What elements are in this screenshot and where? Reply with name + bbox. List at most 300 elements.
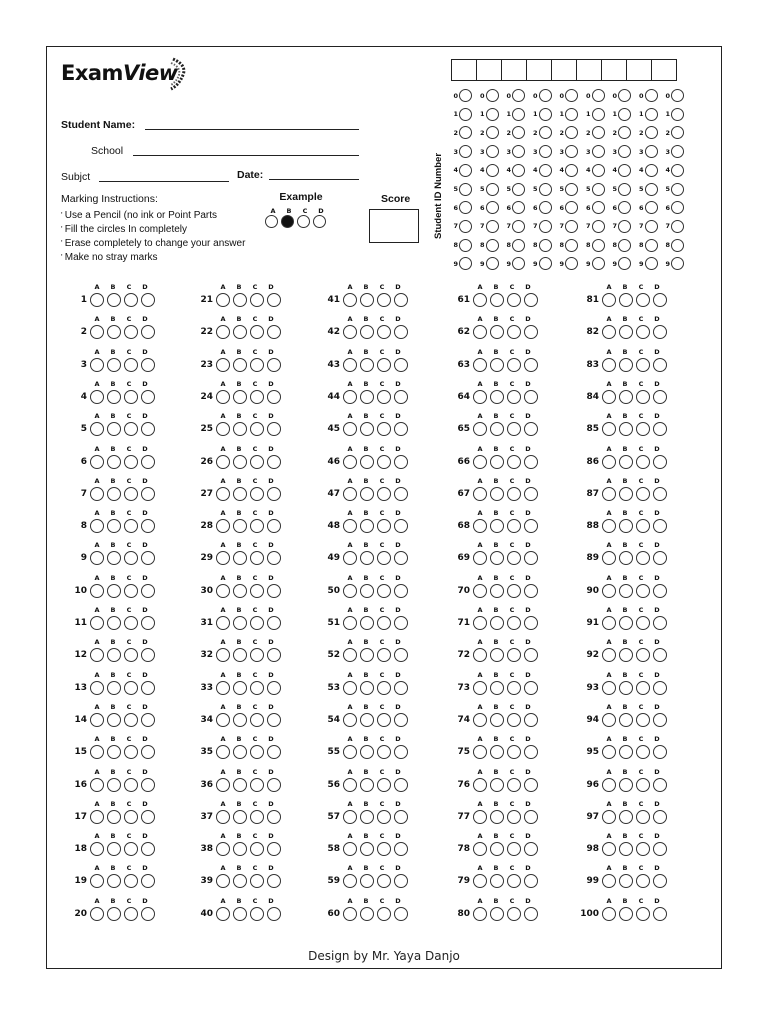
answer-bubble[interactable]	[602, 842, 616, 856]
answer-bubble[interactable]	[267, 907, 281, 921]
answer-bubble[interactable]	[250, 616, 264, 630]
answer-bubble[interactable]	[250, 584, 264, 598]
student-id-bubble[interactable]	[618, 126, 631, 139]
answer-bubble[interactable]	[602, 519, 616, 533]
answer-bubble[interactable]	[602, 584, 616, 598]
answer-bubble[interactable]	[473, 648, 487, 662]
student-id-bubble[interactable]	[592, 126, 605, 139]
answer-bubble[interactable]	[250, 455, 264, 469]
answer-bubble[interactable]	[394, 325, 408, 339]
student-id-bubble[interactable]	[512, 220, 525, 233]
student-id-bubble[interactable]	[671, 145, 684, 158]
answer-bubble[interactable]	[141, 358, 155, 372]
answer-bubble[interactable]	[619, 455, 633, 469]
answer-bubble[interactable]	[394, 390, 408, 404]
answer-bubble[interactable]	[233, 648, 247, 662]
answer-bubble[interactable]	[233, 422, 247, 436]
answer-bubble[interactable]	[90, 745, 104, 759]
answer-bubble[interactable]	[267, 778, 281, 792]
answer-bubble[interactable]	[343, 422, 357, 436]
answer-bubble[interactable]	[250, 325, 264, 339]
answer-bubble[interactable]	[524, 487, 538, 501]
answer-bubble[interactable]	[343, 842, 357, 856]
answer-bubble[interactable]	[141, 584, 155, 598]
answer-bubble[interactable]	[216, 907, 230, 921]
student-id-bubble[interactable]	[512, 257, 525, 270]
answer-bubble[interactable]	[233, 907, 247, 921]
student-id-bubble[interactable]	[671, 126, 684, 139]
answer-bubble[interactable]	[473, 616, 487, 630]
answer-bubble[interactable]	[343, 325, 357, 339]
answer-bubble[interactable]	[267, 519, 281, 533]
student-id-bubble[interactable]	[512, 239, 525, 252]
student-id-bubble[interactable]	[671, 183, 684, 196]
answer-bubble[interactable]	[653, 358, 667, 372]
answer-bubble[interactable]	[602, 745, 616, 759]
answer-bubble[interactable]	[267, 390, 281, 404]
student-id-bubble[interactable]	[645, 220, 658, 233]
answer-bubble[interactable]	[267, 551, 281, 565]
answer-bubble[interactable]	[636, 907, 650, 921]
answer-bubble[interactable]	[653, 810, 667, 824]
answer-bubble[interactable]	[473, 810, 487, 824]
answer-bubble[interactable]	[524, 551, 538, 565]
student-id-bubble[interactable]	[459, 201, 472, 214]
answer-bubble[interactable]	[377, 713, 391, 727]
student-id-bubble[interactable]	[459, 239, 472, 252]
answer-bubble[interactable]	[619, 519, 633, 533]
answer-bubble[interactable]	[124, 648, 138, 662]
answer-bubble[interactable]	[233, 455, 247, 469]
student-id-bubble[interactable]	[671, 257, 684, 270]
answer-bubble[interactable]	[107, 455, 121, 469]
answer-bubble[interactable]	[524, 842, 538, 856]
answer-bubble[interactable]	[524, 616, 538, 630]
answer-bubble[interactable]	[524, 907, 538, 921]
answer-bubble[interactable]	[233, 842, 247, 856]
subject-line[interactable]	[99, 181, 229, 182]
answer-bubble[interactable]	[394, 358, 408, 372]
answer-bubble[interactable]	[507, 422, 521, 436]
answer-bubble[interactable]	[250, 293, 264, 307]
answer-bubble[interactable]	[602, 325, 616, 339]
student-id-box[interactable]	[526, 59, 552, 81]
student-id-bubble[interactable]	[592, 108, 605, 121]
answer-bubble[interactable]	[141, 487, 155, 501]
answer-bubble[interactable]	[343, 358, 357, 372]
answer-bubble[interactable]	[343, 487, 357, 501]
answer-bubble[interactable]	[360, 648, 374, 662]
answer-bubble[interactable]	[377, 907, 391, 921]
answer-bubble[interactable]	[124, 551, 138, 565]
answer-bubble[interactable]	[507, 584, 521, 598]
student-id-bubble[interactable]	[486, 108, 499, 121]
answer-bubble[interactable]	[636, 293, 650, 307]
student-id-bubble[interactable]	[486, 164, 499, 177]
student-id-bubble[interactable]	[645, 201, 658, 214]
answer-bubble[interactable]	[473, 325, 487, 339]
answer-bubble[interactable]	[250, 810, 264, 824]
answer-bubble[interactable]	[216, 681, 230, 695]
student-id-bubble[interactable]	[565, 108, 578, 121]
student-id-box[interactable]	[451, 59, 477, 81]
answer-bubble[interactable]	[653, 487, 667, 501]
answer-bubble[interactable]	[507, 487, 521, 501]
answer-bubble[interactable]	[141, 842, 155, 856]
date-line[interactable]	[269, 179, 359, 180]
answer-bubble[interactable]	[90, 293, 104, 307]
answer-bubble[interactable]	[394, 551, 408, 565]
answer-bubble[interactable]	[524, 874, 538, 888]
answer-bubble[interactable]	[602, 874, 616, 888]
answer-bubble[interactable]	[490, 422, 504, 436]
answer-bubble[interactable]	[394, 648, 408, 662]
answer-bubble[interactable]	[343, 616, 357, 630]
answer-bubble[interactable]	[653, 842, 667, 856]
answer-bubble[interactable]	[250, 358, 264, 372]
answer-bubble[interactable]	[360, 810, 374, 824]
answer-bubble[interactable]	[636, 455, 650, 469]
answer-bubble[interactable]	[394, 584, 408, 598]
answer-bubble[interactable]	[473, 455, 487, 469]
answer-bubble[interactable]	[233, 874, 247, 888]
answer-bubble[interactable]	[90, 325, 104, 339]
answer-bubble[interactable]	[619, 358, 633, 372]
answer-bubble[interactable]	[507, 681, 521, 695]
answer-bubble[interactable]	[473, 907, 487, 921]
student-id-bubble[interactable]	[459, 108, 472, 121]
answer-bubble[interactable]	[653, 681, 667, 695]
answer-bubble[interactable]	[524, 810, 538, 824]
answer-bubble[interactable]	[250, 681, 264, 695]
answer-bubble[interactable]	[507, 293, 521, 307]
student-id-bubble[interactable]	[486, 201, 499, 214]
answer-bubble[interactable]	[602, 681, 616, 695]
answer-bubble[interactable]	[107, 422, 121, 436]
answer-bubble[interactable]	[107, 810, 121, 824]
answer-bubble[interactable]	[653, 325, 667, 339]
answer-bubble[interactable]	[619, 616, 633, 630]
answer-bubble[interactable]	[377, 745, 391, 759]
answer-bubble[interactable]	[377, 778, 391, 792]
answer-bubble[interactable]	[394, 874, 408, 888]
answer-bubble[interactable]	[216, 874, 230, 888]
answer-bubble[interactable]	[524, 681, 538, 695]
student-id-bubble[interactable]	[512, 183, 525, 196]
answer-bubble[interactable]	[619, 713, 633, 727]
answer-bubble[interactable]	[216, 390, 230, 404]
answer-bubble[interactable]	[602, 551, 616, 565]
answer-bubble[interactable]	[473, 745, 487, 759]
answer-bubble[interactable]	[141, 455, 155, 469]
answer-bubble[interactable]	[124, 810, 138, 824]
answer-bubble[interactable]	[107, 874, 121, 888]
student-id-bubble[interactable]	[671, 108, 684, 121]
student-id-bubble[interactable]	[671, 201, 684, 214]
answer-bubble[interactable]	[619, 842, 633, 856]
answer-bubble[interactable]	[216, 842, 230, 856]
student-id-bubble[interactable]	[618, 108, 631, 121]
answer-bubble[interactable]	[216, 422, 230, 436]
answer-bubble[interactable]	[343, 745, 357, 759]
answer-bubble[interactable]	[233, 325, 247, 339]
answer-bubble[interactable]	[636, 358, 650, 372]
answer-bubble[interactable]	[233, 390, 247, 404]
student-id-bubble[interactable]	[592, 220, 605, 233]
answer-bubble[interactable]	[473, 390, 487, 404]
answer-bubble[interactable]	[490, 648, 504, 662]
answer-bubble[interactable]	[141, 325, 155, 339]
answer-bubble[interactable]	[636, 842, 650, 856]
answer-bubble[interactable]	[653, 519, 667, 533]
answer-bubble[interactable]	[377, 487, 391, 501]
answer-bubble[interactable]	[141, 293, 155, 307]
answer-bubble[interactable]	[394, 681, 408, 695]
answer-bubble[interactable]	[619, 390, 633, 404]
answer-bubble[interactable]	[653, 648, 667, 662]
answer-bubble[interactable]	[507, 519, 521, 533]
student-id-bubble[interactable]	[671, 220, 684, 233]
answer-bubble[interactable]	[619, 487, 633, 501]
student-id-bubble[interactable]	[565, 201, 578, 214]
answer-bubble[interactable]	[216, 358, 230, 372]
answer-bubble[interactable]	[141, 390, 155, 404]
answer-bubble[interactable]	[233, 584, 247, 598]
answer-bubble[interactable]	[473, 681, 487, 695]
answer-bubble[interactable]	[377, 390, 391, 404]
answer-bubble[interactable]	[360, 584, 374, 598]
answer-bubble[interactable]	[107, 616, 121, 630]
student-id-bubble[interactable]	[512, 108, 525, 121]
answer-bubble[interactable]	[490, 455, 504, 469]
answer-bubble[interactable]	[107, 584, 121, 598]
answer-bubble[interactable]	[490, 293, 504, 307]
answer-bubble[interactable]	[360, 745, 374, 759]
answer-bubble[interactable]	[90, 616, 104, 630]
answer-bubble[interactable]	[343, 293, 357, 307]
answer-bubble[interactable]	[90, 907, 104, 921]
answer-bubble[interactable]	[124, 874, 138, 888]
student-id-bubble[interactable]	[645, 183, 658, 196]
answer-bubble[interactable]	[636, 551, 650, 565]
student-id-bubble[interactable]	[618, 183, 631, 196]
student-id-bubble[interactable]	[539, 220, 552, 233]
student-id-bubble[interactable]	[671, 239, 684, 252]
answer-bubble[interactable]	[602, 358, 616, 372]
answer-bubble[interactable]	[377, 648, 391, 662]
answer-bubble[interactable]	[490, 584, 504, 598]
answer-bubble[interactable]	[524, 648, 538, 662]
answer-bubble[interactable]	[124, 713, 138, 727]
answer-bubble[interactable]	[250, 713, 264, 727]
student-id-bubble[interactable]	[565, 239, 578, 252]
answer-bubble[interactable]	[141, 616, 155, 630]
answer-bubble[interactable]	[360, 713, 374, 727]
answer-bubble[interactable]	[216, 551, 230, 565]
answer-bubble[interactable]	[343, 778, 357, 792]
answer-bubble[interactable]	[141, 648, 155, 662]
answer-bubble[interactable]	[343, 551, 357, 565]
answer-bubble[interactable]	[636, 810, 650, 824]
student-id-bubble[interactable]	[512, 201, 525, 214]
answer-bubble[interactable]	[619, 648, 633, 662]
answer-bubble[interactable]	[360, 778, 374, 792]
answer-bubble[interactable]	[343, 713, 357, 727]
answer-bubble[interactable]	[250, 778, 264, 792]
answer-bubble[interactable]	[602, 778, 616, 792]
answer-bubble[interactable]	[360, 551, 374, 565]
answer-bubble[interactable]	[124, 778, 138, 792]
answer-bubble[interactable]	[619, 681, 633, 695]
answer-bubble[interactable]	[377, 874, 391, 888]
student-id-bubble[interactable]	[592, 257, 605, 270]
answer-bubble[interactable]	[267, 584, 281, 598]
student-id-bubble[interactable]	[486, 239, 499, 252]
answer-bubble[interactable]	[124, 422, 138, 436]
answer-bubble[interactable]	[233, 293, 247, 307]
answer-bubble[interactable]	[507, 390, 521, 404]
answer-bubble[interactable]	[250, 551, 264, 565]
answer-bubble[interactable]	[619, 325, 633, 339]
answer-bubble[interactable]	[216, 519, 230, 533]
student-id-bubble[interactable]	[565, 183, 578, 196]
answer-bubble[interactable]	[524, 390, 538, 404]
answer-bubble[interactable]	[377, 551, 391, 565]
answer-bubble[interactable]	[394, 293, 408, 307]
answer-bubble[interactable]	[394, 519, 408, 533]
answer-bubble[interactable]	[653, 907, 667, 921]
student-id-bubble[interactable]	[565, 220, 578, 233]
answer-bubble[interactable]	[394, 487, 408, 501]
answer-bubble[interactable]	[233, 358, 247, 372]
student-id-box[interactable]	[601, 59, 627, 81]
answer-bubble[interactable]	[507, 874, 521, 888]
answer-bubble[interactable]	[507, 358, 521, 372]
answer-bubble[interactable]	[490, 810, 504, 824]
student-id-bubble[interactable]	[539, 108, 552, 121]
answer-bubble[interactable]	[524, 455, 538, 469]
answer-bubble[interactable]	[216, 713, 230, 727]
answer-bubble[interactable]	[602, 713, 616, 727]
student-id-bubble[interactable]	[592, 201, 605, 214]
answer-bubble[interactable]	[473, 551, 487, 565]
student-id-bubble[interactable]	[539, 257, 552, 270]
answer-bubble[interactable]	[490, 874, 504, 888]
answer-bubble[interactable]	[394, 745, 408, 759]
student-id-bubble[interactable]	[486, 89, 499, 102]
answer-bubble[interactable]	[216, 487, 230, 501]
answer-bubble[interactable]	[377, 519, 391, 533]
answer-bubble[interactable]	[360, 519, 374, 533]
student-id-bubble[interactable]	[645, 108, 658, 121]
answer-bubble[interactable]	[360, 325, 374, 339]
answer-bubble[interactable]	[360, 616, 374, 630]
answer-bubble[interactable]	[636, 681, 650, 695]
answer-bubble[interactable]	[250, 487, 264, 501]
answer-bubble[interactable]	[490, 745, 504, 759]
answer-bubble[interactable]	[377, 422, 391, 436]
answer-bubble[interactable]	[394, 842, 408, 856]
student-id-bubble[interactable]	[645, 126, 658, 139]
student-id-bubble[interactable]	[565, 257, 578, 270]
answer-bubble[interactable]	[90, 390, 104, 404]
answer-bubble[interactable]	[636, 648, 650, 662]
answer-bubble[interactable]	[233, 681, 247, 695]
student-id-bubble[interactable]	[539, 145, 552, 158]
student-id-bubble[interactable]	[618, 145, 631, 158]
answer-bubble[interactable]	[653, 455, 667, 469]
answer-bubble[interactable]	[107, 519, 121, 533]
answer-bubble[interactable]	[602, 390, 616, 404]
student-id-bubble[interactable]	[565, 126, 578, 139]
answer-bubble[interactable]	[490, 519, 504, 533]
answer-bubble[interactable]	[636, 713, 650, 727]
answer-bubble[interactable]	[377, 584, 391, 598]
answer-bubble[interactable]	[377, 842, 391, 856]
answer-bubble[interactable]	[507, 907, 521, 921]
answer-bubble[interactable]	[619, 551, 633, 565]
answer-bubble[interactable]	[233, 713, 247, 727]
answer-bubble[interactable]	[216, 325, 230, 339]
student-id-bubble[interactable]	[645, 164, 658, 177]
answer-bubble[interactable]	[107, 325, 121, 339]
answer-bubble[interactable]	[602, 455, 616, 469]
answer-bubble[interactable]	[107, 713, 121, 727]
answer-bubble[interactable]	[141, 681, 155, 695]
answer-bubble[interactable]	[653, 745, 667, 759]
answer-bubble[interactable]	[124, 293, 138, 307]
answer-bubble[interactable]	[653, 551, 667, 565]
answer-bubble[interactable]	[653, 874, 667, 888]
answer-bubble[interactable]	[524, 778, 538, 792]
answer-bubble[interactable]	[653, 616, 667, 630]
answer-bubble[interactable]	[141, 519, 155, 533]
student-id-bubble[interactable]	[486, 183, 499, 196]
answer-bubble[interactable]	[233, 487, 247, 501]
student-id-bubble[interactable]	[459, 257, 472, 270]
answer-bubble[interactable]	[524, 358, 538, 372]
answer-bubble[interactable]	[377, 455, 391, 469]
answer-bubble[interactable]	[653, 778, 667, 792]
student-name-line[interactable]	[145, 129, 359, 130]
answer-bubble[interactable]	[507, 842, 521, 856]
answer-bubble[interactable]	[636, 519, 650, 533]
answer-bubble[interactable]	[490, 842, 504, 856]
student-id-bubble[interactable]	[592, 164, 605, 177]
answer-bubble[interactable]	[124, 519, 138, 533]
answer-bubble[interactable]	[90, 713, 104, 727]
answer-bubble[interactable]	[267, 293, 281, 307]
answer-bubble[interactable]	[267, 422, 281, 436]
answer-bubble[interactable]	[343, 907, 357, 921]
answer-bubble[interactable]	[267, 745, 281, 759]
student-id-bubble[interactable]	[645, 145, 658, 158]
answer-bubble[interactable]	[343, 584, 357, 598]
answer-bubble[interactable]	[507, 325, 521, 339]
answer-bubble[interactable]	[394, 616, 408, 630]
answer-bubble[interactable]	[636, 487, 650, 501]
answer-bubble[interactable]	[124, 487, 138, 501]
student-id-bubble[interactable]	[645, 89, 658, 102]
answer-bubble[interactable]	[216, 778, 230, 792]
answer-bubble[interactable]	[216, 648, 230, 662]
answer-bubble[interactable]	[636, 422, 650, 436]
answer-bubble[interactable]	[141, 907, 155, 921]
student-id-bubble[interactable]	[459, 89, 472, 102]
answer-bubble[interactable]	[360, 293, 374, 307]
student-id-bubble[interactable]	[539, 164, 552, 177]
answer-bubble[interactable]	[636, 584, 650, 598]
